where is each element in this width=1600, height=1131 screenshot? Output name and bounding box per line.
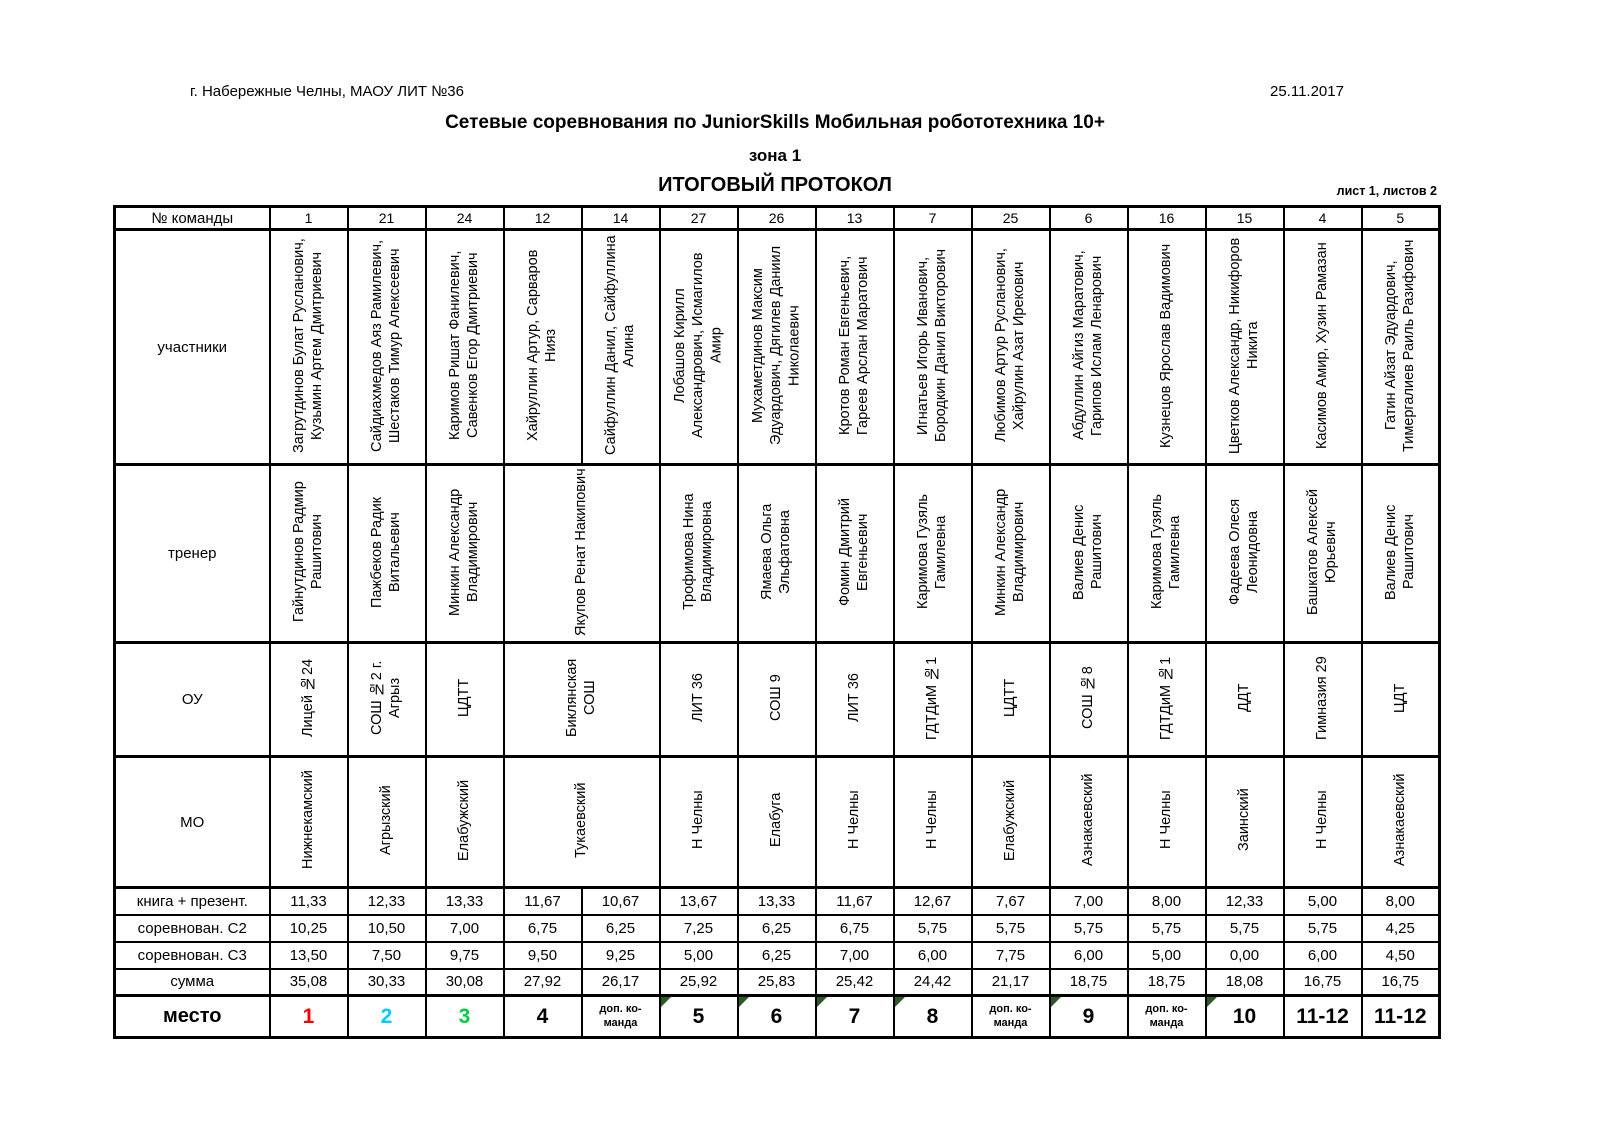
participants-text: Абдуллин Айгиз Маратович, Гарипов Ислам Ленарович <box>1071 250 1106 440</box>
sum-cell: 16,75 <box>1362 969 1440 996</box>
trainer-cell <box>1128 465 1206 643</box>
participants-cell <box>738 230 816 465</box>
sum-cell: 30,33 <box>348 969 426 996</box>
participants-text: Любимов Артур Русланович, Хайрулин Азат Ирекович <box>993 248 1028 442</box>
c2-score-cell: 7,00 <box>426 915 504 942</box>
book-score-cell: 5,00 <box>1284 888 1362 915</box>
sheet-info: лист 1, листов 2 <box>1336 184 1437 198</box>
competition-c2-row <box>115 915 1440 942</box>
sum-cell: 25,92 <box>660 969 738 996</box>
school-text: Лицей №24 <box>300 658 317 737</box>
participants-cell <box>504 230 582 465</box>
trainer-text: Фадеева Олеся Леонидовна <box>1227 498 1262 605</box>
date-label: 25.11.2017 <box>1270 83 1344 100</box>
trainer-cell <box>426 465 504 643</box>
school-text: ЦДТТ <box>1002 678 1019 717</box>
trainer-text: Башкатов Алексей Юрьевич <box>1305 488 1340 615</box>
district-cell <box>738 757 816 888</box>
sum-row <box>115 969 1440 996</box>
school-text: ЛИТ 36 <box>690 673 707 722</box>
trainer-text: Каримова Гузяль Гамилевна <box>915 494 950 609</box>
row-label-comp2: соревнован. С2 <box>115 915 270 942</box>
organization-label: г. Набережные Челны, МАОУ ЛИТ №36 <box>190 83 464 100</box>
trainer-cell <box>738 465 816 643</box>
book-score-cell: 13,67 <box>660 888 738 915</box>
school-text: Биклянская СОШ <box>564 658 599 737</box>
team-number-cell: 13 <box>816 207 894 230</box>
trainer-text: Валиев Денис Рашитович <box>1071 503 1106 600</box>
c3-score-cell: 9,25 <box>582 942 660 969</box>
row-label-district: МО <box>115 757 270 888</box>
district-cell <box>1050 757 1128 888</box>
district-cell <box>894 757 972 888</box>
c3-score-cell: 5,00 <box>1128 942 1206 969</box>
school-text: ДДТ <box>1236 683 1253 712</box>
school-text: СОШ №2 г. Агрыз <box>369 660 404 735</box>
school-cell <box>1128 643 1206 757</box>
place-cell: 6 <box>738 996 816 1038</box>
row-label-comp3: соревнован. С3 <box>115 942 270 969</box>
team-number-cell: 27 <box>660 207 738 230</box>
participants-text: Кузнецов Ярослав Вадимович <box>1158 242 1175 448</box>
place-cell: 7 <box>816 996 894 1038</box>
school-cell <box>894 643 972 757</box>
c2-score-cell: 10,25 <box>270 915 348 942</box>
school-cell <box>738 643 816 757</box>
district-cell <box>972 757 1050 888</box>
sum-cell: 35,08 <box>270 969 348 996</box>
district-cell <box>270 757 348 888</box>
school-text: ГДТДиМ №1 <box>924 655 941 740</box>
trainer-cell <box>270 465 348 643</box>
participants-cell <box>582 230 660 465</box>
district-text: Нижнекамский <box>300 770 317 870</box>
c3-score-cell: 13,50 <box>270 942 348 969</box>
trainer-cell <box>1362 465 1440 643</box>
place-cell: доп. ко-манда <box>1128 996 1206 1038</box>
school-text: ЛИТ 36 <box>846 673 863 722</box>
sum-cell: 18,75 <box>1050 969 1128 996</box>
book-score-cell: 12,33 <box>348 888 426 915</box>
district-text: Н Челны <box>1314 790 1331 850</box>
c2-score-cell: 5,75 <box>1050 915 1128 942</box>
district-cell <box>348 757 426 888</box>
c2-score-cell: 4,25 <box>1362 915 1440 942</box>
sum-cell: 25,83 <box>738 969 816 996</box>
team-number-cell: 26 <box>738 207 816 230</box>
c3-score-cell: 6,00 <box>1050 942 1128 969</box>
sum-cell: 30,08 <box>426 969 504 996</box>
place-cell: 8 <box>894 996 972 1038</box>
book-score-cell: 11,67 <box>504 888 582 915</box>
row-label-book: книга + презент. <box>115 888 270 915</box>
district-cell <box>1362 757 1440 888</box>
page-title: Сетевые соревнования по JuniorSkills Мобильная робототехника 10+ <box>445 112 1105 133</box>
trainer-text: Каримова Гузяль Гамилевна <box>1149 494 1184 609</box>
school-text: ЦДТТ <box>456 678 473 717</box>
c2-score-cell: 10,50 <box>348 915 426 942</box>
place-cell: 11-12 <box>1284 996 1362 1038</box>
c3-score-cell: 7,75 <box>972 942 1050 969</box>
participants-cell <box>1284 230 1362 465</box>
place-cell: 11-12 <box>1362 996 1440 1038</box>
trainer-text: Пажбеков Радик Витальевич <box>369 496 404 608</box>
district-text: Н Челны <box>924 790 941 850</box>
school-text: ЦДТ <box>1392 682 1409 713</box>
c2-score-cell: 5,75 <box>1206 915 1284 942</box>
place-cell: 5 <box>660 996 738 1038</box>
participants-text: Мухаметдинов Максим Эдуардович, Дягилев Даниил Николаевич <box>750 245 803 445</box>
participants-text: Каримов Ришат Фанилевич, Савенков Егор Дмитриевич <box>447 250 482 440</box>
district-text: Н Челны <box>1158 790 1175 850</box>
c3-score-cell: 6,00 <box>1284 942 1362 969</box>
book-score-cell: 13,33 <box>738 888 816 915</box>
district-cell <box>660 757 738 888</box>
trainer-text: Гайнутдинов Радмир Рашитович <box>291 481 326 622</box>
place-cell: 3 <box>426 996 504 1038</box>
school-cell-merged <box>504 643 660 757</box>
school-cell <box>660 643 738 757</box>
participants-text: Касимов Амир, Хузин Рамазан <box>1314 241 1331 449</box>
sum-cell: 18,75 <box>1128 969 1206 996</box>
team-number-cell: 5 <box>1362 207 1440 230</box>
sum-cell: 27,92 <box>504 969 582 996</box>
team-number-cell: 24 <box>426 207 504 230</box>
place-cell: 4 <box>504 996 582 1038</box>
place-cell: доп. ко-манда <box>582 996 660 1038</box>
c3-score-cell: 6,25 <box>738 942 816 969</box>
trainer-text: Минкин Александр Владимирович <box>993 487 1028 616</box>
c2-score-cell: 6,75 <box>504 915 582 942</box>
district-cell-merged <box>504 757 660 888</box>
book-score-cell: 13,33 <box>426 888 504 915</box>
trainer-cell <box>1284 465 1362 643</box>
book-score-cell: 12,67 <box>894 888 972 915</box>
participants-text: Сайдиахмедов Аяз Рамилевич, Шестаков Тимур Алексеевич <box>369 238 404 452</box>
sum-cell: 21,17 <box>972 969 1050 996</box>
team-number-cell: 14 <box>582 207 660 230</box>
school-cell <box>270 643 348 757</box>
school-cell <box>1206 643 1284 757</box>
trainer-text: Ямаева Ольга Эльфатовна <box>759 503 794 600</box>
book-score-cell: 10,67 <box>582 888 660 915</box>
district-text: Тукаевский <box>573 782 590 858</box>
row-label-trainer: тренер <box>115 465 270 643</box>
place-cell: 9 <box>1050 996 1128 1038</box>
c2-score-cell: 6,25 <box>582 915 660 942</box>
row-label-participants: участники <box>115 230 270 465</box>
results-table <box>113 205 1441 1039</box>
participants-cell <box>660 230 738 465</box>
competition-c3-row <box>115 942 1440 969</box>
c2-score-cell: 6,75 <box>816 915 894 942</box>
district-text: Заинский <box>1236 788 1253 852</box>
district-text: Елабужский <box>456 779 473 861</box>
team-number-row <box>115 207 1440 230</box>
c2-score-cell: 5,75 <box>1284 915 1362 942</box>
district-text: Елабуга <box>768 792 785 848</box>
school-text: СОШ 9 <box>768 674 785 721</box>
place-cell: доп. ко-манда <box>972 996 1050 1038</box>
participants-text: Хайруллин Артур, Сарваров Нияз <box>525 249 560 441</box>
trainer-cell <box>1206 465 1284 643</box>
book-score-cell: 11,33 <box>270 888 348 915</box>
c2-score-cell: 6,25 <box>738 915 816 942</box>
district-text: Н Челны <box>846 790 863 850</box>
book-score-cell: 7,67 <box>972 888 1050 915</box>
c3-score-cell: 4,50 <box>1362 942 1440 969</box>
team-number-cell: 16 <box>1128 207 1206 230</box>
c2-score-cell: 5,75 <box>894 915 972 942</box>
trainer-cell <box>972 465 1050 643</box>
participants-text: Гатин Айзат Эдуардович, Тимергалиев Раиль Разифович <box>1383 238 1418 452</box>
district-cell <box>1128 757 1206 888</box>
participants-text: Загрутдинов Булат Русланович, Кузьмин Артем Дмитриевич <box>291 237 326 453</box>
district-text: Н Челны <box>690 790 707 850</box>
school-cell <box>1362 643 1440 757</box>
place-cell: 10 <box>1206 996 1284 1038</box>
trainer-cell <box>816 465 894 643</box>
school-text: СОШ №8 <box>1080 666 1097 729</box>
trainer-text: Валиев Денис Рашитович <box>1383 503 1418 600</box>
trainer-cell <box>660 465 738 643</box>
book-score-cell: 7,00 <box>1050 888 1128 915</box>
book-score-cell: 11,67 <box>816 888 894 915</box>
row-label-school: ОУ <box>115 643 270 757</box>
trainer-text: Фомин Дмитрий Евгеньевич <box>837 497 872 606</box>
district-text: Елабужский <box>1002 779 1019 861</box>
c3-score-cell: 5,00 <box>660 942 738 969</box>
row-label-place: место <box>115 996 270 1038</box>
school-cell <box>1284 643 1362 757</box>
participants-text: Лобашов Кирилл Александрович, Исмагилов Амир <box>672 252 725 438</box>
sum-cell: 25,42 <box>816 969 894 996</box>
district-text: Азнакаевский <box>1080 773 1097 867</box>
participants-cell <box>816 230 894 465</box>
participants-cell <box>894 230 972 465</box>
school-cell <box>972 643 1050 757</box>
book-score-cell: 12,33 <box>1206 888 1284 915</box>
participants-text: Цветков Александр, Никифоров Никита <box>1227 236 1262 454</box>
trainer-text: Якупов Ренат Накипович <box>573 467 590 636</box>
team-number-cell: 25 <box>972 207 1050 230</box>
zone-label: зона 1 <box>748 146 802 165</box>
c2-score-cell: 5,75 <box>972 915 1050 942</box>
team-number-cell: 12 <box>504 207 582 230</box>
place-cell: 1 <box>270 996 348 1038</box>
trainer-cell <box>894 465 972 643</box>
participants-cell <box>972 230 1050 465</box>
sum-cell: 16,75 <box>1284 969 1362 996</box>
school-cell <box>426 643 504 757</box>
participants-cell <box>348 230 426 465</box>
sum-cell: 26,17 <box>582 969 660 996</box>
school-text: Гимназия 29 <box>1314 655 1331 740</box>
book-presentation-row <box>115 888 1440 915</box>
district-cell <box>816 757 894 888</box>
participants-text: Кротов Роман Евгеньевич, Гареев Арслан Маратович <box>837 255 872 435</box>
team-number-cell: 7 <box>894 207 972 230</box>
trainer-text: Трофимова Нина Владимировна <box>681 493 716 610</box>
sum-cell: 18,08 <box>1206 969 1284 996</box>
school-row <box>115 643 1440 757</box>
participants-cell <box>270 230 348 465</box>
district-cell <box>1284 757 1362 888</box>
c2-score-cell: 5,75 <box>1128 915 1206 942</box>
school-cell <box>816 643 894 757</box>
district-text: Агрызский <box>378 785 395 855</box>
row-label-team: № команды <box>115 207 270 230</box>
trainer-cell-merged <box>504 465 660 643</box>
c3-score-cell: 7,50 <box>348 942 426 969</box>
c3-score-cell: 7,00 <box>816 942 894 969</box>
trainer-cell <box>1050 465 1128 643</box>
team-number-cell: 1 <box>270 207 348 230</box>
c3-score-cell: 6,00 <box>894 942 972 969</box>
participants-cell <box>1206 230 1284 465</box>
sum-cell: 24,42 <box>894 969 972 996</box>
team-number-cell: 21 <box>348 207 426 230</box>
team-number-cell: 6 <box>1050 207 1128 230</box>
district-cell <box>426 757 504 888</box>
participants-cell <box>1050 230 1128 465</box>
team-number-cell: 15 <box>1206 207 1284 230</box>
c3-score-cell: 9,50 <box>504 942 582 969</box>
row-label-sum: сумма <box>115 969 270 996</box>
trainer-row <box>115 465 1440 643</box>
participants-cell <box>426 230 504 465</box>
c3-score-cell: 0,00 <box>1206 942 1284 969</box>
team-number-cell: 4 <box>1284 207 1362 230</box>
book-score-cell: 8,00 <box>1362 888 1440 915</box>
participants-cell <box>1362 230 1440 465</box>
school-cell <box>1050 643 1128 757</box>
school-cell <box>348 643 426 757</box>
trainer-cell <box>348 465 426 643</box>
district-cell <box>1206 757 1284 888</box>
district-text: Азнакаевский <box>1392 773 1409 867</box>
c3-score-cell: 9,75 <box>426 942 504 969</box>
c2-score-cell: 7,25 <box>660 915 738 942</box>
participants-text: Игнатьев Игорь Иванович, Бородкин Данил Викторович <box>915 248 950 442</box>
place-cell: 2 <box>348 996 426 1038</box>
participants-text: Сайфуллин Данил, Сайфуллина Алина <box>603 235 638 455</box>
trainer-text: Минкин Александр Владимирович <box>447 487 482 616</box>
book-score-cell: 8,00 <box>1128 888 1206 915</box>
district-row <box>115 757 1440 888</box>
participants-row <box>115 230 1440 465</box>
school-text: ГДТДиМ №1 <box>1158 655 1175 740</box>
results-table-wrap <box>113 205 1441 1039</box>
participants-cell <box>1128 230 1206 465</box>
protocol-title: ИТОГОВЫЙ ПРОТОКОЛ <box>658 174 892 196</box>
place-row <box>115 996 1440 1038</box>
